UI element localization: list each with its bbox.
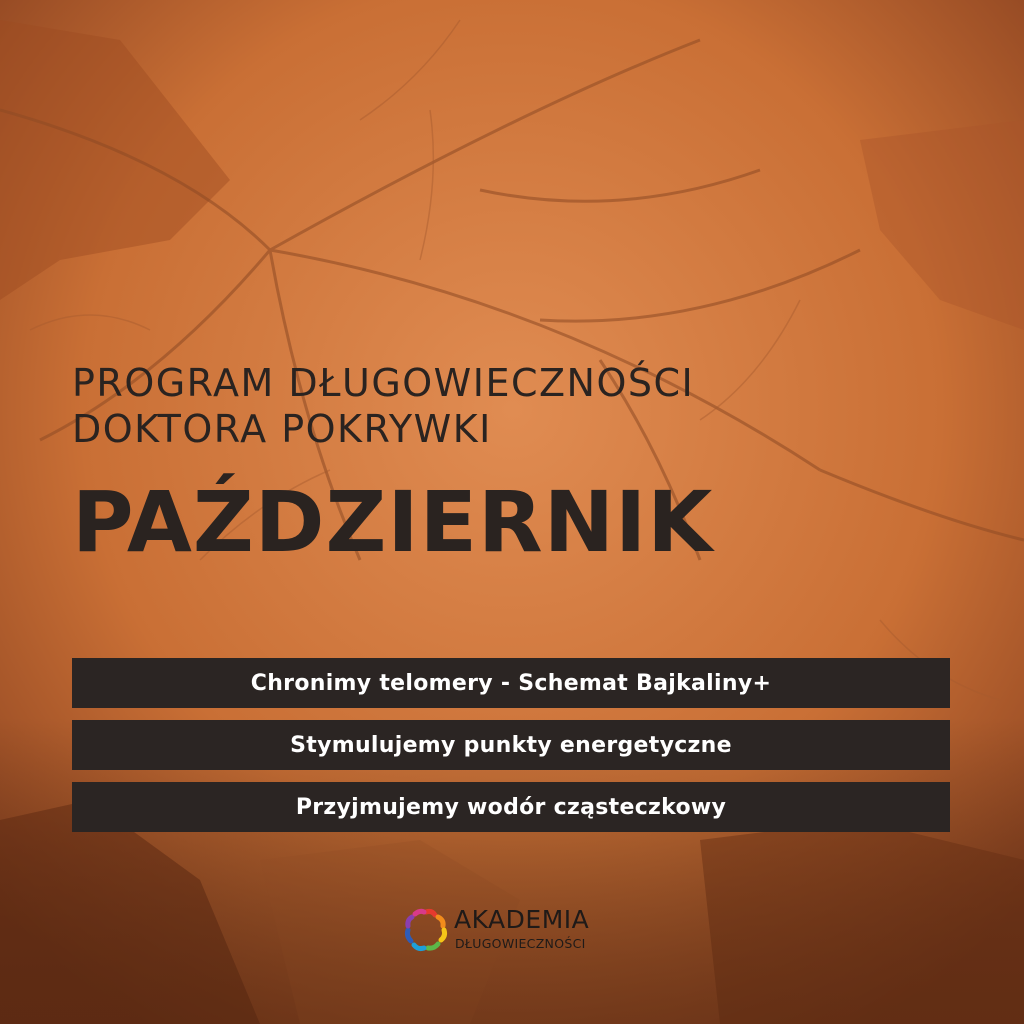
item-label: Chronimy telomery - Schemat Bajkaliny+ [250,670,772,696]
item-label: Przyjmujemy wodór cząsteczkowy [295,794,727,820]
logo-name: AKADEMIA [454,905,590,934]
item-bar-punkty [72,720,950,770]
logo-subtitle: DŁUGOWIECZNOŚCI [455,936,586,951]
item-label: Stymulujemy punkty energetyczne [290,732,732,758]
program-title-line-1: PROGRAM DŁUGOWIECZNOŚCI [72,361,695,405]
item-bar-telomery [72,658,950,708]
month-heading: PAŹDZIERNIK [72,473,714,571]
program-title-line-2: DOKTORA POKRYWKI [72,407,492,451]
title-block [72,360,972,572]
akademia-logo [402,904,632,960]
colorful-ring-logo-icon [402,906,450,954]
item-bar-wodor [72,782,950,832]
